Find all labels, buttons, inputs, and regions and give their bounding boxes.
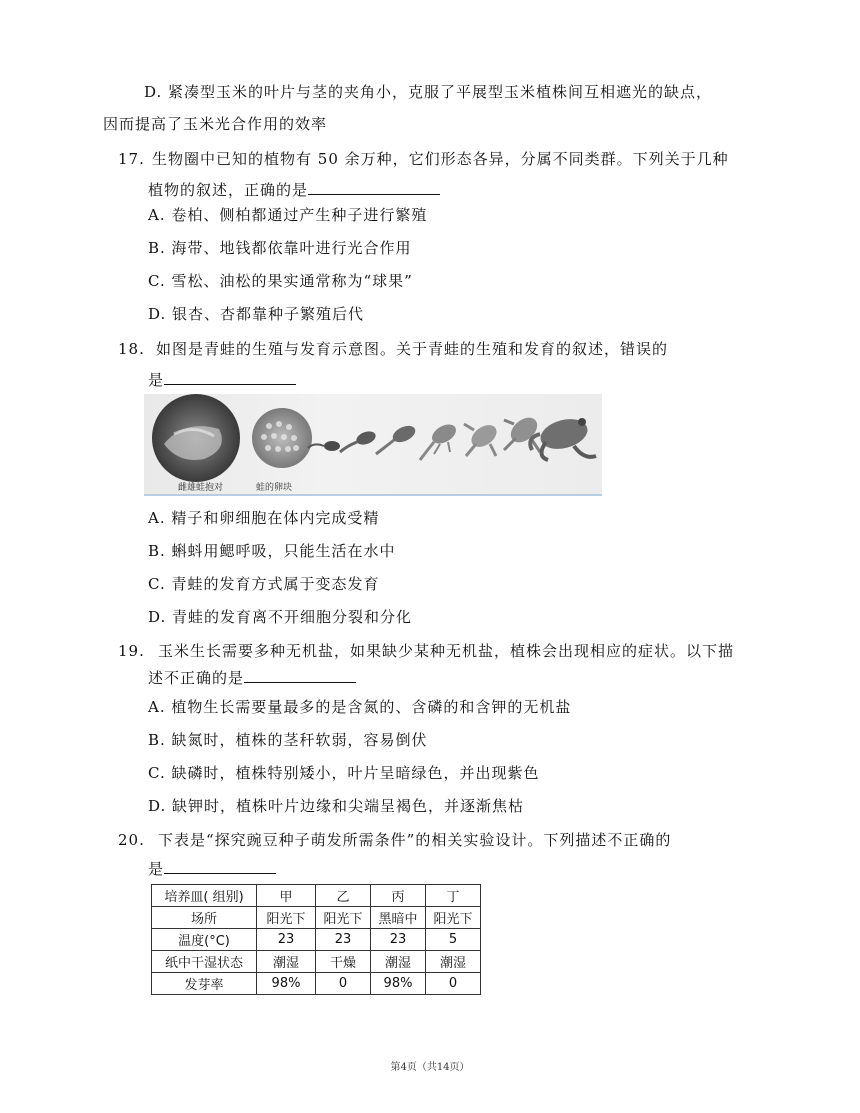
table-cell: 5 — [426, 929, 481, 951]
table-cell: 甲 — [257, 885, 316, 907]
frog-life-cycle-illustration — [144, 394, 602, 494]
table-cell: 阳光下 — [426, 907, 481, 929]
page-footer: 第4页（共14页） — [390, 1062, 470, 1073]
table-cell: 丙 — [371, 885, 426, 907]
table-cell: 培养皿( 组别) — [152, 885, 257, 907]
table-row — [152, 973, 481, 995]
table-cell: 23 — [316, 929, 371, 951]
frog-life-cycle-figure — [144, 394, 602, 496]
q17-stem-line2 — [148, 179, 440, 200]
q19-stem-line2 — [148, 667, 356, 688]
q18-stem-line1: 如图是青蛙的生殖与发育示意图。关于青蛙的生殖和发育的叙述，错误的 — [156, 340, 669, 358]
q18-stem-line2 — [148, 369, 296, 390]
table-cell: 23 — [257, 929, 316, 951]
table-row — [152, 951, 481, 973]
answer-blank[interactable] — [164, 858, 276, 874]
table-cell: 纸中干湿状态 — [152, 951, 257, 973]
q17-option-b: B. 海带、地钱都依靠叶进行光合作用 — [148, 239, 412, 257]
table-cell: 乙 — [316, 885, 371, 907]
q19-option-a: A. 植物生长需要量最多的是含氮的、含磷的和含钾的无机盐 — [148, 698, 572, 716]
q20-stem-line2 — [148, 858, 276, 879]
q18-option-d: D. 青蛙的发育离不开细胞分裂和分化 — [148, 608, 413, 626]
table-cell: 潮湿 — [426, 951, 481, 973]
answer-blank[interactable] — [308, 179, 440, 195]
answer-blank[interactable] — [244, 667, 356, 683]
q18-stem-text: 是 — [148, 371, 165, 389]
table-cell: 23 — [371, 929, 426, 951]
q20-stem-text: 是 — [148, 860, 165, 878]
q18-option-b: B. 蝌蚪用鳃呼吸，只能生活在水中 — [148, 542, 396, 560]
q18-option-c: C. 青蛙的发育方式属于变态发育 — [148, 575, 380, 593]
table-cell: 黑暗中 — [371, 907, 426, 929]
q19-option-b: B. 缺氮时，植株的茎秆软弱，容易倒伏 — [148, 731, 428, 749]
table-cell: 0 — [426, 973, 481, 995]
table-cell: 98% — [257, 973, 316, 995]
q19-number: 19. — [118, 642, 145, 660]
q17-option-a: A. 卷柏、侧柏都通过产生种子进行繁殖 — [148, 206, 428, 224]
table-cell: 阳光下 — [257, 907, 316, 929]
q16-option-d-line2: 因而提高了玉米光合作用的效率 — [103, 115, 328, 133]
q18-number: 18. — [118, 340, 145, 358]
q17-stem-line1: 生物圈中已知的植物有 50 余万种，它们形态各异，分属不同类群。下列关于几种 — [152, 150, 729, 168]
figure-caption-mating: 雌雄蛙抱对 — [178, 483, 224, 493]
figure-caption-eggs: 蛙的卵块 — [256, 483, 293, 493]
table-row — [152, 907, 481, 929]
q19-option-c: C. 缺磷时，植株特别矮小，叶片呈暗绿色，并出现紫色 — [148, 764, 540, 782]
table-cell: 阳光下 — [316, 907, 371, 929]
table-cell: 干燥 — [316, 951, 371, 973]
table-cell: 0 — [316, 973, 371, 995]
table-cell: 场所 — [152, 907, 257, 929]
answer-blank[interactable] — [164, 369, 296, 385]
q17-option-c: C. 雪松、油松的果实通常称为“球果” — [148, 272, 413, 290]
q17-option-d: D. 银杏、杏都靠种子繁殖后代 — [148, 305, 365, 323]
q17-stem-text: 植物的叙述，正确的是 — [148, 181, 309, 199]
q18-option-a: A. 精子和卵细胞在体内完成受精 — [148, 509, 380, 527]
q19-option-d: D. 缺钾时，植株叶片边缘和尖端呈褐色，并逐渐焦枯 — [148, 797, 525, 815]
q20-number: 20. — [118, 831, 145, 849]
experiment-table — [151, 884, 481, 995]
table-cell: 潮湿 — [257, 951, 316, 973]
q16-option-d-line1: D. 紧凑型玉米的叶片与茎的夹角小，克服了平展型玉米植株间互相遮光的缺点， — [144, 83, 713, 101]
table-row — [152, 885, 481, 907]
q17-number: 17. — [118, 150, 145, 168]
table-row — [152, 929, 481, 951]
table-cell: 丁 — [426, 885, 481, 907]
q19-stem-line1: 玉米生长需要多种无机盐，如果缺少某种无机盐，植株会出现相应的症状。以下描 — [158, 642, 735, 660]
table-cell: 潮湿 — [371, 951, 426, 973]
table-cell: 98% — [371, 973, 426, 995]
q20-stem-line1: 下表是“探究豌豆种子萌发所需条件”的相关实验设计。下列描述不正确的 — [158, 831, 672, 849]
q19-stem-text: 述不正确的是 — [148, 669, 245, 687]
table-cell: 发芽率 — [152, 973, 257, 995]
table-cell: 温度(°C) — [152, 929, 257, 951]
